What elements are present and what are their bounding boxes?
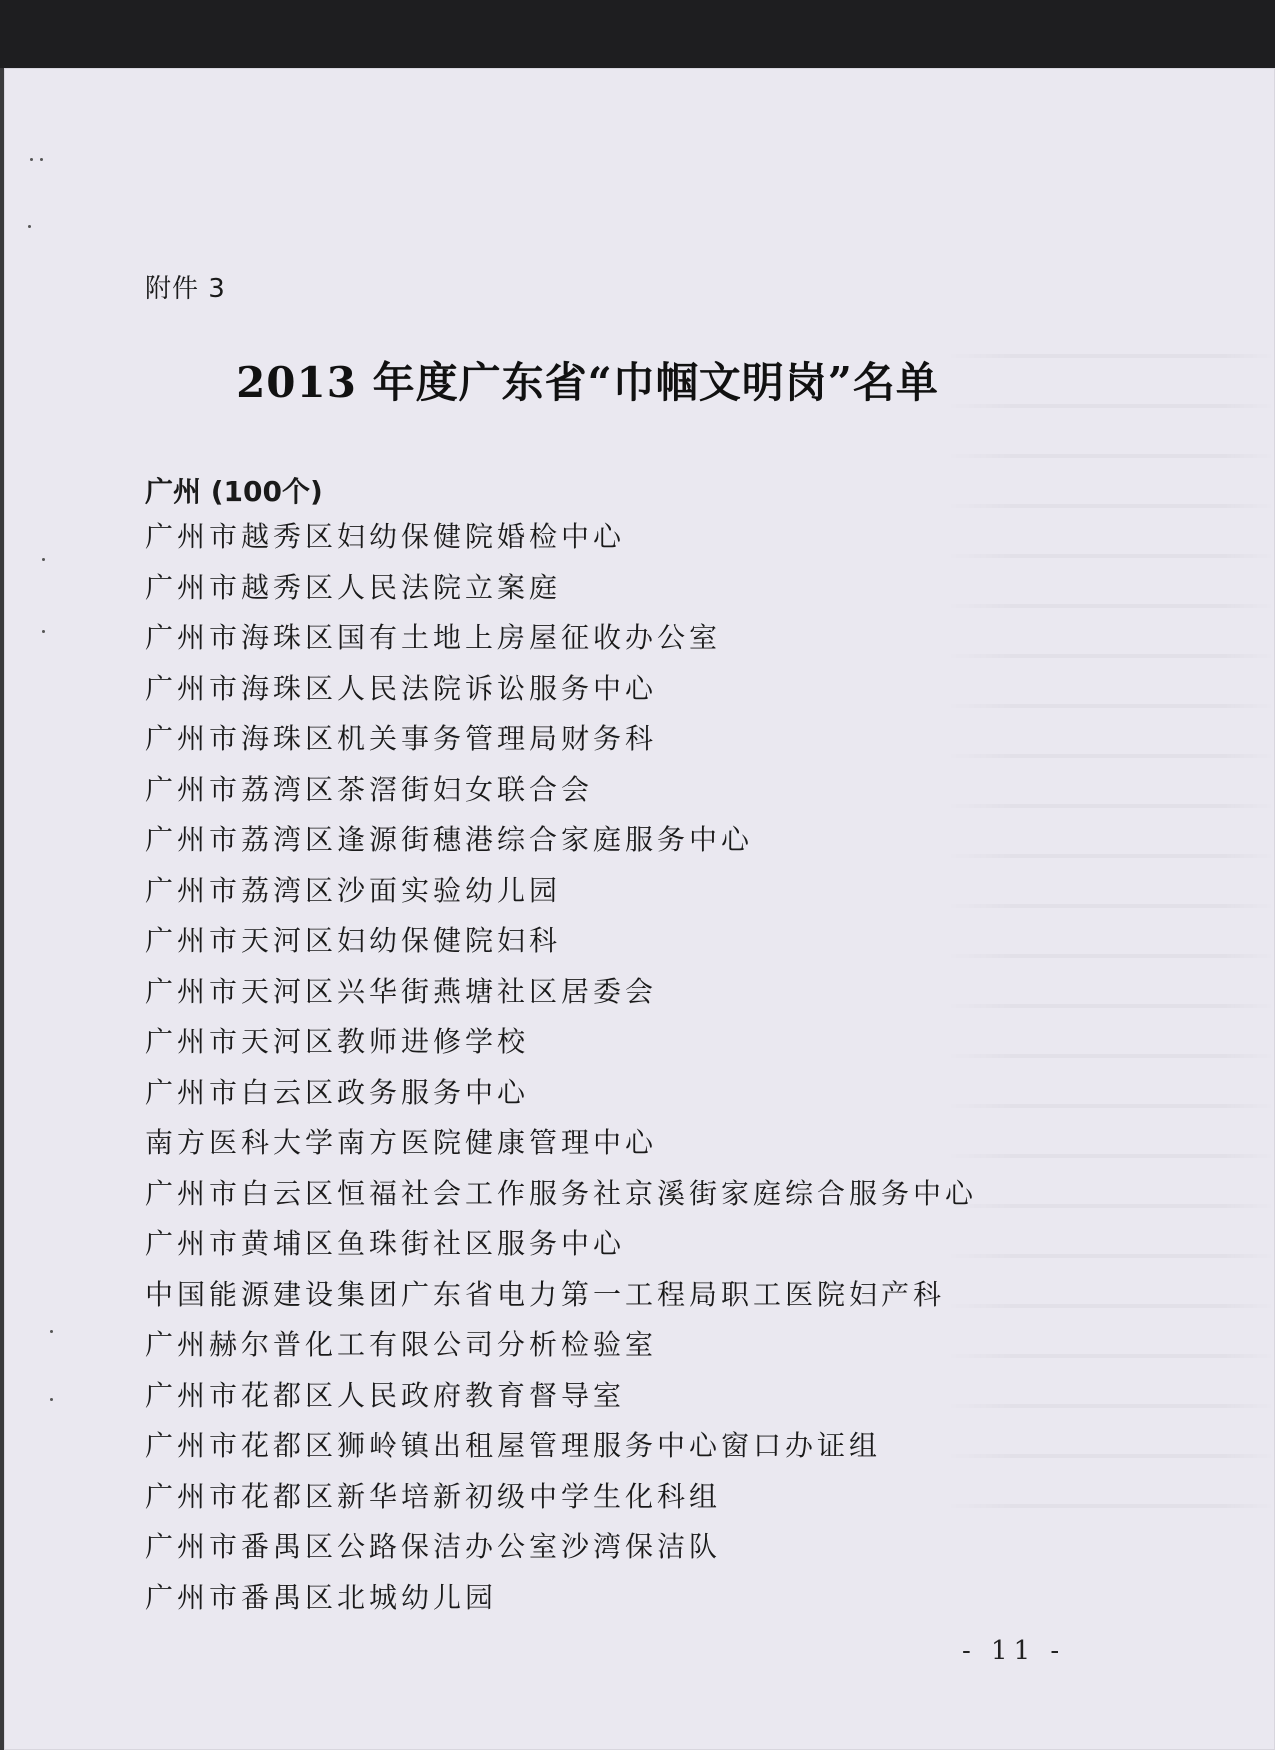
- scan-speck: [40, 158, 43, 161]
- page-number: - 11 -: [962, 1636, 1066, 1666]
- list-item: 广州市花都区新华培新初级中学生化科组: [145, 1479, 722, 1513]
- list-item: 广州赫尔普化工有限公司分析检验室: [145, 1328, 658, 1361]
- list-item: 广州市天河区教师进修学校: [145, 1025, 530, 1058]
- scan-speck: [28, 225, 31, 228]
- list-item: 广州市荔湾区沙面实验幼儿园: [145, 873, 562, 907]
- entry-list: [145, 512, 977, 1623]
- list-item: 广州市花都区狮岭镇出租屋管理服务中心窗口办证组: [145, 1429, 882, 1462]
- document-title: 2013 年度广东省“巾帼文明岗”名单: [236, 358, 939, 407]
- list-item: 广州市天河区兴华街燕塘社区居委会: [145, 974, 658, 1008]
- list-item: 广州市白云区恒福社会工作服务社京溪街家庭综合服务中心: [145, 1176, 978, 1210]
- list-item: 广州市天河区妇幼保健院妇科: [145, 924, 562, 957]
- list-item: 广州市海珠区机关事务管理局财务科: [145, 722, 658, 755]
- list-item: 广州市白云区政务服务中心: [145, 1075, 530, 1109]
- list-item: 广州市海珠区国有土地上房屋征收办公室: [145, 621, 722, 654]
- scan-top-border: [0, 0, 1275, 68]
- scan-speck: [50, 1398, 53, 1401]
- list-item: 广州市越秀区妇幼保健院婚检中心: [145, 520, 626, 553]
- list-item: 中国能源建设集团广东省电力第一工程局职工医院妇产科: [145, 1277, 946, 1311]
- scan-speck: [30, 158, 33, 161]
- list-item: 广州市黄埔区鱼珠街社区服务中心: [145, 1227, 626, 1260]
- list-item: 广州市越秀区人民法院立案庭: [145, 570, 562, 604]
- scan-speck: [42, 558, 45, 561]
- list-item: 广州市荔湾区逢源街穗港综合家庭服务中心: [145, 823, 754, 856]
- list-item: 广州市海珠区人民法院诉讼服务中心: [145, 671, 658, 705]
- list-item: 广州市番禺区北城幼儿园: [145, 1580, 498, 1614]
- list-item: 广州市荔湾区茶滘街妇女联合会: [145, 772, 594, 806]
- scan-speck: [42, 630, 45, 633]
- scan-speck: [50, 1330, 53, 1333]
- list-item: 南方医科大学南方医院健康管理中心: [145, 1126, 658, 1159]
- attachment-label: 附件 3: [145, 274, 226, 304]
- list-item: 广州市花都区人民政府教育督导室: [145, 1378, 626, 1412]
- section-heading: 广州 (100个): [145, 475, 323, 508]
- list-item: 广州市番禺区公路保洁办公室沙湾保洁队: [145, 1530, 722, 1563]
- bleed-through-text: [945, 338, 1275, 1658]
